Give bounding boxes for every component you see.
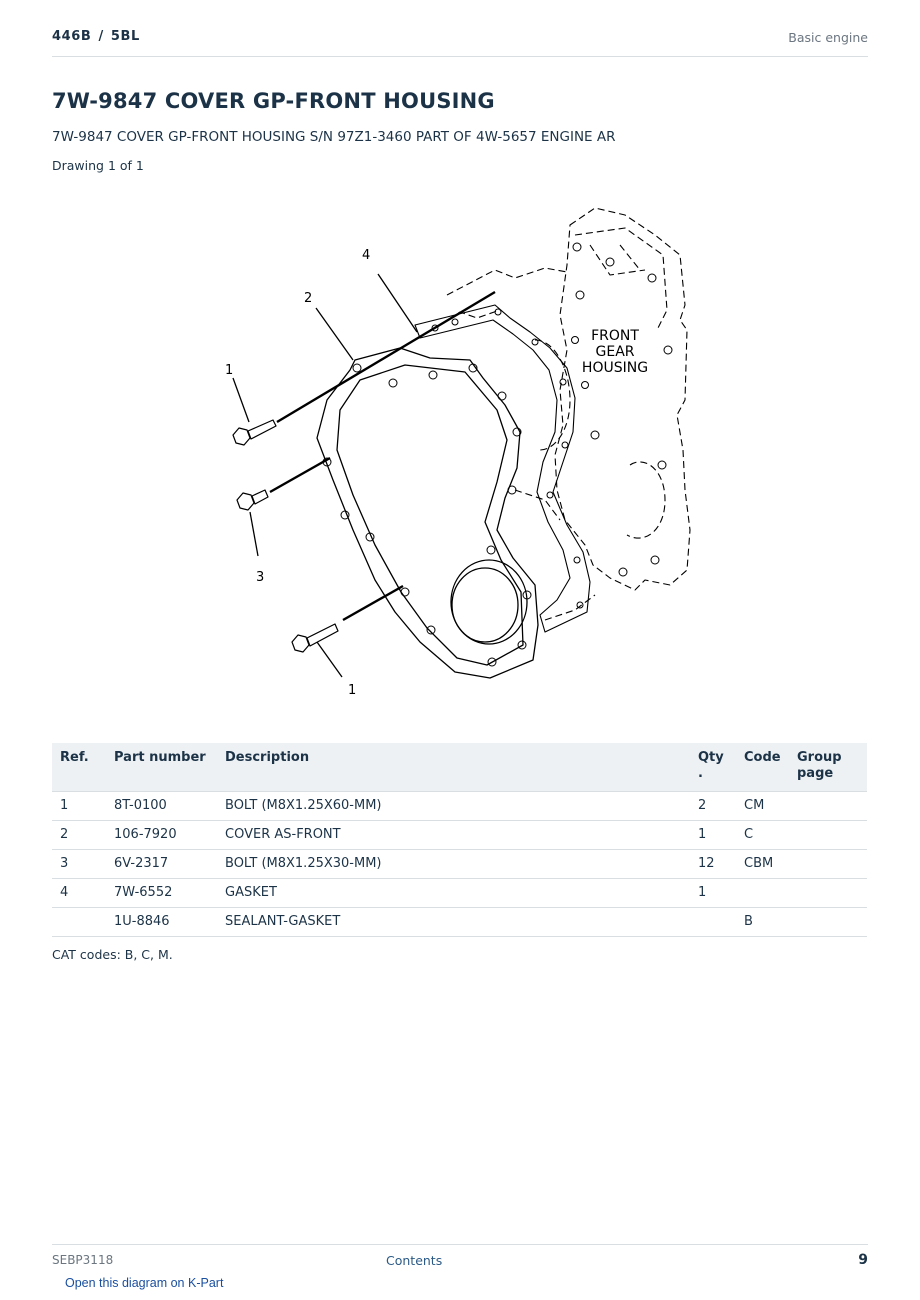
- header-qty-line2: .: [698, 766, 703, 781]
- table-row: [52, 879, 867, 908]
- cell-group-page: [789, 850, 867, 879]
- table-row: [52, 908, 867, 937]
- housing-label-line1: FRONT: [591, 328, 639, 344]
- cell-ref: 1: [52, 792, 106, 821]
- cell-ref: [52, 908, 106, 937]
- cell-description: BOLT (M8X1.25X60-MM): [217, 792, 690, 821]
- cell-code: CBM: [736, 850, 789, 879]
- page-title: 7W-9847 COVER GP-FRONT HOUSING: [52, 89, 495, 113]
- page-header: [52, 28, 868, 57]
- table-row: [52, 792, 867, 821]
- table-row: [52, 821, 867, 850]
- header-group-page-line2: page: [797, 766, 834, 781]
- housing-holes: [572, 243, 673, 576]
- cell-description: SEALANT-GASKET: [217, 908, 690, 937]
- cell-group-page: [789, 821, 867, 850]
- bolt-middle: [237, 458, 330, 510]
- cell-part-number: 106-7920: [106, 821, 217, 850]
- cell-qty: [690, 908, 736, 937]
- cell-description: COVER AS-FRONT: [217, 821, 690, 850]
- drawing-count: Drawing 1 of 1: [52, 158, 144, 173]
- breadcrumb-separator: /: [98, 29, 104, 44]
- cell-qty: 1: [690, 879, 736, 908]
- cell-code: CM: [736, 792, 789, 821]
- header-description: Description: [217, 743, 690, 792]
- callout-4: 4: [362, 248, 371, 263]
- header-part-number: Part number: [106, 743, 217, 792]
- cell-code: [736, 879, 789, 908]
- housing-label-line3: HOUSING: [581, 360, 649, 376]
- cat-codes-note: CAT codes: B, C, M.: [52, 947, 173, 962]
- cell-qty: 2: [690, 792, 736, 821]
- cell-code: B: [736, 908, 789, 937]
- callout-1-upper: 1: [225, 363, 234, 378]
- cell-group-page: [789, 908, 867, 937]
- cell-description: BOLT (M8X1.25X30-MM): [217, 850, 690, 879]
- page-footer: [52, 1244, 868, 1275]
- header-group-page: [789, 743, 867, 792]
- serial-prefix-label: 5BL: [110, 29, 140, 44]
- cell-ref: 2: [52, 821, 106, 850]
- cell-part-number: 1U-8846: [106, 908, 217, 937]
- page-subtitle: 7W-9847 COVER GP-FRONT HOUSING S/N 97Z1-3460 PART OF 4W-5657 ENGINE AR: [52, 129, 616, 145]
- cell-qty: 1: [690, 821, 736, 850]
- table-row: [52, 850, 867, 879]
- header-qty-line1: Qty: [698, 750, 724, 765]
- model-label: 446B: [52, 29, 92, 44]
- document-code: SEBP3118: [52, 1253, 114, 1267]
- cell-code: C: [736, 821, 789, 850]
- callout-3: 3: [256, 570, 265, 585]
- section-name: Basic engine: [788, 30, 868, 45]
- cell-description: GASKET: [217, 879, 690, 908]
- cell-part-number: 8T-0100: [106, 792, 217, 821]
- cell-ref: 3: [52, 850, 106, 879]
- cell-part-number: 7W-6552: [106, 879, 217, 908]
- cell-qty: 12: [690, 850, 736, 879]
- parts-table-header: [52, 743, 867, 792]
- header-qty: [690, 743, 736, 792]
- parts-diagram: [215, 200, 715, 710]
- exploded-view-drawing: [215, 200, 715, 710]
- callout-2: 2: [304, 291, 313, 306]
- header-group-page-line1: Group: [797, 750, 842, 765]
- open-in-kpart-link[interactable]: Open this diagram on K-Part: [65, 1276, 224, 1290]
- breadcrumb: [52, 29, 140, 44]
- header-code: Code: [736, 743, 789, 792]
- cell-group-page: [789, 792, 867, 821]
- header-ref: Ref.: [52, 743, 106, 792]
- cell-part-number: 6V-2317: [106, 850, 217, 879]
- parts-table: [52, 743, 867, 937]
- cell-group-page: [789, 879, 867, 908]
- page-number: 9: [858, 1252, 868, 1268]
- callout-1-lower: 1: [348, 683, 357, 698]
- housing-label-line2: GEAR: [595, 344, 635, 360]
- cell-ref: 4: [52, 879, 106, 908]
- bolt-lower: [292, 586, 403, 652]
- contents-link[interactable]: Contents: [386, 1253, 443, 1268]
